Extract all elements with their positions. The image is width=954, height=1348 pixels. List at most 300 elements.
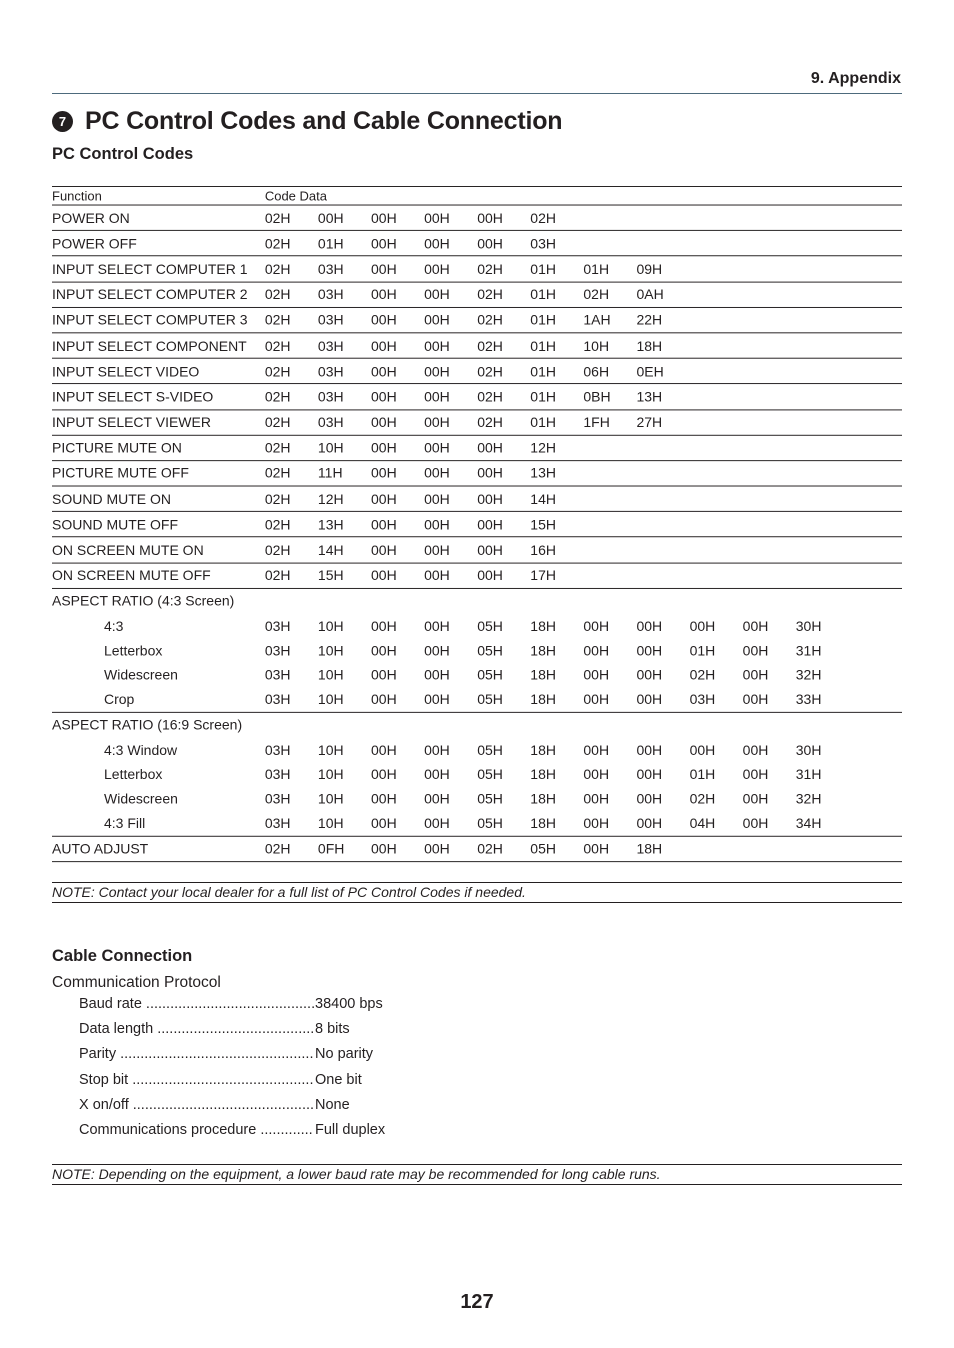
code-cell: 13H [530,461,583,487]
code-cell: 01H [689,642,716,658]
table-row [52,384,902,410]
code-cell: 01H [530,282,583,308]
code-cell: 02H [265,307,318,333]
code-cell: 10H [583,333,636,359]
code-cell: 13H [318,512,371,538]
code-cell: 00H [742,617,769,634]
code-cell [318,712,371,737]
code-cell: 00H [636,666,663,683]
code-cell: 00H [424,642,450,658]
code-cell [849,205,902,231]
code-cell: 00H [477,512,530,538]
code-cell [690,712,743,737]
code-cell [583,486,636,512]
code-cell [796,712,849,737]
code-cell: 00H [371,512,424,538]
code-cell [796,333,849,359]
code-cell: 18H [530,617,556,634]
code-cell [636,712,689,737]
protocol-row [79,1042,385,1067]
code-cell: 00H [371,282,424,308]
code-cell [743,512,796,538]
code-cell [849,737,902,762]
table-row [52,486,902,512]
code-cell: 27H [636,409,689,435]
code-cell: 00H [742,766,769,782]
protocol-row [79,992,385,1017]
table-row [52,762,902,787]
code-cell: 00H [371,205,424,231]
code-cell: 18H [530,766,556,782]
code-cell: 02H [265,486,318,512]
code-cell: 00H [424,205,477,231]
table-row [52,687,902,712]
code-cell: 00H [742,790,769,807]
function-cell: AUTO ADJUST [52,836,265,862]
code-cell: 02H [265,256,318,282]
code-cell: 02H [265,358,318,384]
code-cell: 00H [424,358,477,384]
code-cell: 00H [318,205,371,231]
code-cell: 0FH [318,836,371,862]
protocol-row [79,1118,385,1143]
code-cell [743,563,796,589]
code-cell: 00H [742,642,769,658]
code-cell: 00H [424,666,450,683]
table-row [52,537,902,563]
code-cell: 00H [636,741,663,758]
code-cell: 1AH [583,307,636,333]
code-cell: 00H [636,790,663,807]
code-cell [636,588,689,613]
code-cell: 00H [583,815,610,831]
code-cell [849,563,902,589]
code-cell: 05H [477,741,503,758]
table-row [52,836,902,862]
code-cell: 32H [795,666,822,683]
code-cell [371,588,424,613]
code-cell [690,836,743,862]
code-cell [583,588,636,613]
code-cell: 05H [477,617,503,634]
table-row [52,307,902,333]
code-cell [796,256,849,282]
code-cell: 02H [265,384,318,410]
protocol-name-text: X on/off [79,1096,129,1113]
code-cell: 30H [795,741,822,758]
code-cell [743,537,796,563]
code-cell [849,786,902,811]
code-cell: 02H [477,836,530,862]
code-cell: 00H [424,231,477,257]
function-cell: SOUND MUTE ON [52,486,265,512]
code-cell: 00H [424,333,477,359]
code-cell [796,205,849,231]
code-cell: 03H [689,691,716,708]
code-cell: 03H [318,384,371,410]
code-cell: 02H [477,256,530,282]
code-cell: 03H [318,333,371,359]
table-row [52,588,902,613]
function-cell: INPUT SELECT S-VIDEO [52,384,265,410]
function-cell: Letterbox [104,766,163,782]
code-cell: 00H [424,537,477,563]
code-cell: 00H [742,691,769,708]
code-cell [743,205,796,231]
table-row [52,205,902,231]
code-cell: 02H [265,435,318,461]
code-cell: 02H [477,307,530,333]
code-cell: 00H [371,815,397,831]
code-cell: 00H [583,666,610,683]
code-cell: 00H [371,537,424,563]
protocol-name [79,1093,314,1118]
protocol-name [79,1068,314,1093]
code-cell: 00H [371,691,397,708]
code-cell: 00H [424,790,450,807]
code-cell [796,588,849,613]
code-cell [636,537,689,563]
function-cell: Crop [104,691,135,708]
code-cell [849,461,902,487]
code-cell: 00H [371,617,397,634]
code-cell [849,613,902,638]
code-cell [849,537,902,563]
code-cell: 00H [371,790,397,807]
function-cell: POWER ON [52,205,265,231]
code-cell: 16H [530,537,583,563]
code-cell [849,384,902,410]
code-cell [690,358,743,384]
code-cell [796,486,849,512]
code-cell: 00H [424,766,450,782]
code-cell: 00H [424,282,477,308]
code-cell [743,712,796,737]
code-cell: 00H [371,358,424,384]
code-cell: 02H [265,836,318,862]
function-cell: ASPECT RATIO (16:9 Screen) [52,712,265,737]
code-cell: 00H [583,790,610,807]
code-cell [636,231,689,257]
code-cell [690,537,743,563]
code-cell: 10H [317,815,344,831]
function-cell: Widescreen [104,666,178,683]
code-cell: 10H [317,790,344,807]
code-cell: 17H [530,563,583,589]
code-cell: 15H [530,512,583,538]
code-cell: 01H [689,766,716,782]
code-cell [690,588,743,613]
code-cell [796,409,849,435]
function-cell: PICTURE MUTE OFF [52,461,265,487]
code-cell: 00H [477,231,530,257]
header-rule [52,93,902,94]
table-row [52,256,902,282]
code-cell [583,537,636,563]
code-cell: 00H [424,836,477,862]
code-cell [743,256,796,282]
code-cell [690,231,743,257]
code-cell: 02H [477,409,530,435]
function-cell: PICTURE MUTE ON [52,435,265,461]
code-cell: 03H [264,642,291,658]
code-cell [690,409,743,435]
protocol-label: Communication Protocol [52,974,221,991]
code-cell: 05H [477,766,503,782]
code-cell: 00H [477,435,530,461]
code-cell: 00H [424,256,477,282]
code-cell [583,563,636,589]
code-cell [690,563,743,589]
code-cell [849,762,902,787]
function-cell: INPUT SELECT COMPUTER 3 [52,307,265,333]
code-cell: 10H [318,435,371,461]
section-number-badge: 7 [52,111,73,132]
code-cell [690,307,743,333]
code-cell [690,435,743,461]
code-cell: 05H [530,836,583,862]
code-cell: 15H [318,563,371,589]
code-cell [690,282,743,308]
code-cell: 00H [424,384,477,410]
code-cell [743,384,796,410]
protocol-name-text: Parity [79,1046,117,1063]
function-cell: INPUT SELECT COMPONENT [52,333,265,359]
code-cell [796,461,849,487]
code-cell [583,461,636,487]
code-cell: 00H [371,307,424,333]
code-cell: 18H [530,691,556,708]
code-cell: 02H [477,358,530,384]
code-cell [583,231,636,257]
code-cell [849,282,902,308]
code-cell [796,512,849,538]
code-cell: 31H [795,642,822,658]
protocol-row [79,1068,385,1093]
function-cell: 4:3 Window [104,741,178,758]
function-cell: INPUT SELECT COMPUTER 2 [52,282,265,308]
page-title [52,104,562,138]
table-row [52,461,902,487]
table-row [52,512,902,538]
code-cell: 00H [742,815,769,831]
code-cell: 12H [318,486,371,512]
code-cell: 02H [265,231,318,257]
code-cell: 02H [689,666,716,683]
code-cell: 06H [583,358,636,384]
code-cell: 00H [477,486,530,512]
code-cell: 00H [742,741,769,758]
code-cell [424,712,477,737]
code-cell: 05H [477,815,503,831]
code-cell: 0BH [583,384,636,410]
code-cell [530,712,583,737]
function-cell: INPUT SELECT COMPUTER 1 [52,256,265,282]
code-cell: 00H [424,409,477,435]
code-cell: 02H [265,205,318,231]
code-cell [743,409,796,435]
code-cell: 11H [318,461,371,487]
code-cell: 01H [318,231,371,257]
code-cell [636,435,689,461]
code-cell: 03H [264,617,291,634]
column-header-function: Function [52,186,265,205]
code-cell [849,811,902,836]
code-cell: 00H [742,666,769,683]
code-cell: 18H [530,815,556,831]
code-cell: 03H [264,815,291,831]
code-cell [318,588,371,613]
code-cell: 02H [265,409,318,435]
code-cell [796,836,849,862]
code-cell: 00H [371,435,424,461]
code-cell: 10H [317,741,344,758]
code-cell: 00H [371,486,424,512]
code-cell [796,537,849,563]
code-cell: 04H [689,815,716,831]
code-cell: 02H [477,333,530,359]
code-cell: 00H [477,563,530,589]
code-cell: 00H [477,461,530,487]
code-cell: 00H [424,741,450,758]
code-cell [849,638,902,663]
code-cell: 10H [317,766,344,782]
code-cell: 00H [371,384,424,410]
code-cell: 00H [371,231,424,257]
code-cell: 01H [530,384,583,410]
function-cell: 4:3 Fill [104,815,146,831]
code-cell: 18H [530,666,556,683]
code-cell: 00H [424,461,477,487]
code-cell [530,588,583,613]
protocol-name [79,1017,314,1042]
code-cell: 18H [530,642,556,658]
code-cell: 00H [371,256,424,282]
function-cell: ON SCREEN MUTE OFF [52,563,265,589]
code-cell: 10H [317,642,344,658]
code-cell: 00H [371,409,424,435]
code-cell [743,282,796,308]
code-cell: 14H [318,537,371,563]
table-row [52,786,902,811]
protocol-value: 8 bits [315,1021,350,1038]
code-cell: 00H [636,642,663,658]
table-row [52,613,902,638]
code-cell: 00H [636,617,663,634]
code-cell [583,205,636,231]
code-cell: 03H [318,409,371,435]
code-cell: 02H [265,333,318,359]
page-number: 127 [460,1291,494,1313]
code-cell: 18H [530,741,556,758]
code-cell: 05H [477,642,503,658]
code-cell: 00H [689,617,716,634]
code-cell: 02H [530,205,583,231]
code-cell: 03H [264,691,291,708]
code-cell: 03H [530,231,583,257]
protocol-value: One bit [315,1071,362,1088]
code-cell [849,486,902,512]
code-cell [636,563,689,589]
code-cell [265,588,318,613]
code-cell [849,687,902,712]
section-label: 9. Appendix [810,70,901,87]
code-cell [690,333,743,359]
code-cell: 0AH [636,282,689,308]
code-cell: 01H [530,358,583,384]
code-cell: 00H [583,741,610,758]
code-cell [265,712,318,737]
code-cell: 1FH [583,409,636,435]
code-cell: 13H [636,384,689,410]
code-cell [849,836,902,862]
code-cell: 02H [265,461,318,487]
codes-heading: PC Control Codes [52,145,194,163]
code-cell: 02H [265,512,318,538]
code-cell [743,435,796,461]
function-cell: ASPECT RATIO (4:3 Screen) [52,588,265,613]
code-cell [849,588,902,613]
protocol-value: 38400 bps [315,996,383,1012]
code-cell: 00H [424,815,450,831]
code-cell [796,231,849,257]
function-cell: 4:3 [104,617,124,634]
code-cell [796,563,849,589]
protocol-name-text: Data length [79,1021,154,1038]
code-cell: 33H [795,691,822,708]
table-row [52,662,902,687]
code-cell [477,712,530,737]
code-cell: 01H [583,256,636,282]
code-cell: 05H [477,691,503,708]
code-cell [690,256,743,282]
code-cell: 00H [636,815,663,831]
function-cell: Widescreen [104,790,178,807]
code-cell: 00H [424,486,477,512]
code-cell: 00H [371,836,424,862]
code-cell: 02H [477,282,530,308]
code-cell: 10H [317,691,344,708]
code-cell [796,307,849,333]
code-cell: 00H [477,537,530,563]
code-cell: 05H [477,666,503,683]
code-cell [849,662,902,687]
code-cell [743,461,796,487]
code-cell: 00H [371,766,397,782]
code-cell [743,588,796,613]
code-cell: 02H [477,384,530,410]
code-cell: 00H [424,563,477,589]
code-cell [849,231,902,257]
code-cell: 00H [583,691,610,708]
function-cell: POWER OFF [52,231,265,257]
code-cell: 02H [689,790,716,807]
code-cell: 10H [317,617,344,634]
table-row [52,638,902,663]
code-cell: 18H [636,333,689,359]
code-cell [849,512,902,538]
function-cell: INPUT SELECT VIEWER [52,409,265,435]
code-cell: 34H [795,815,822,831]
code-cell: 03H [264,666,291,683]
code-cell [636,512,689,538]
codes-note: NOTE: Contact your local dealer for a full list of PC Control Codes if needed. [52,882,902,903]
table-row [52,737,902,762]
code-cell: 00H [636,691,663,708]
protocol-name [79,992,314,1017]
code-cell: 00H [424,435,477,461]
code-cell [743,231,796,257]
